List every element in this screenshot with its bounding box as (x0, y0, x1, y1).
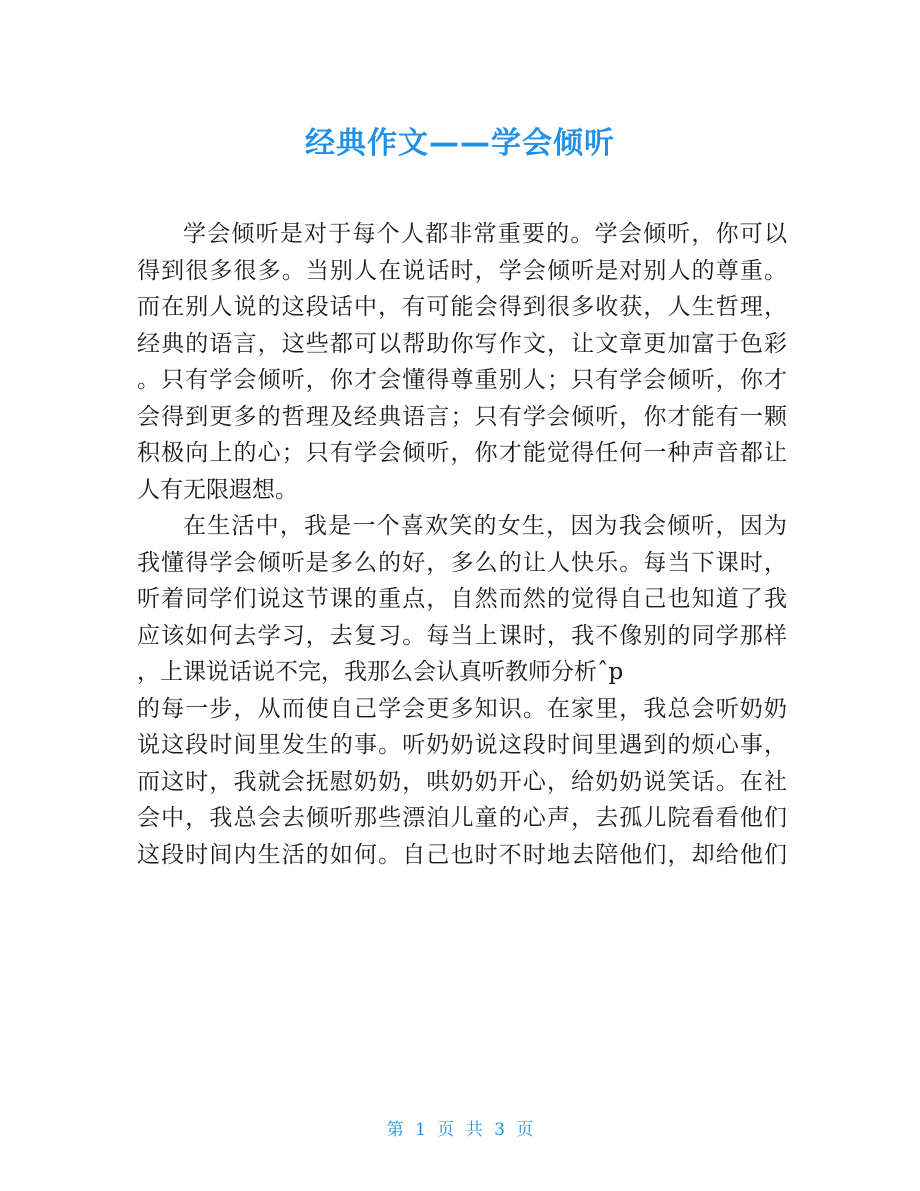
text-line: 。只有学会倾听，你才会懂得尊重别人；只有学会倾听，你才 (137, 367, 787, 393)
text-line: 会中，我总会去倾听那些漂泊儿童的心声，去孤儿院看看他们 (137, 805, 787, 831)
text-line: 而在别人说的这段话中，有可能会得到很多收获，人生哲理， (137, 294, 787, 320)
document-title: 经典作文——学会倾听 (305, 126, 615, 161)
text-line: 会得到更多的哲理及经典语言；只有学会倾听，你才能有一颗 (137, 403, 787, 430)
text-line: 说这段时间里发生的事。听奶奶说这段时间里遇到的烦心事， (137, 732, 787, 758)
text-line: 经典的语言，这些都可以帮助你写作文，让文章更加富于色彩 (137, 330, 787, 357)
text-line: 得到很多很多。当别人在说话时，学会倾听是对别人的尊重。 (137, 257, 787, 284)
text-line: 这段时间内生活的如何。自己也时不时地去陪他们，却给他们 (137, 841, 787, 868)
text-line: 在生活中，我是一个喜欢笑的女生，因为我会倾听，因为 (183, 513, 787, 539)
text-line: ，上课说话说不完，我那么会认真听教师分析ˆp (137, 659, 624, 685)
text-line: 的每一步，从而使自己学会更多知识。在家里，我总会听奶奶 (137, 695, 787, 722)
text-line: 而这时，我就会抚慰奶奶，哄奶奶开心，给奶奶说笑话。在社 (137, 768, 787, 795)
text-line: 我懂得学会倾听是多么的好，多么的让人快乐。每当下课时， (137, 549, 787, 576)
text-line: 积极向上的心；只有学会倾听，你才能觉得任何一种声音都让 (137, 440, 787, 466)
text-line: 人有无限遐想。 (137, 476, 298, 503)
text-line: 学会倾听是对于每个人都非常重要的。学会倾听，你可以 (183, 221, 787, 247)
document-body (137, 216, 787, 873)
text-line: 听着同学们说这节课的重点，自然而然的觉得自己也知道了我 (137, 586, 787, 612)
page-footer: 第 1 页 共 3 页 (386, 1120, 534, 1140)
text-line: 应该如何去学习，去复习。每当上课时，我不像别的同学那样 (137, 622, 787, 649)
